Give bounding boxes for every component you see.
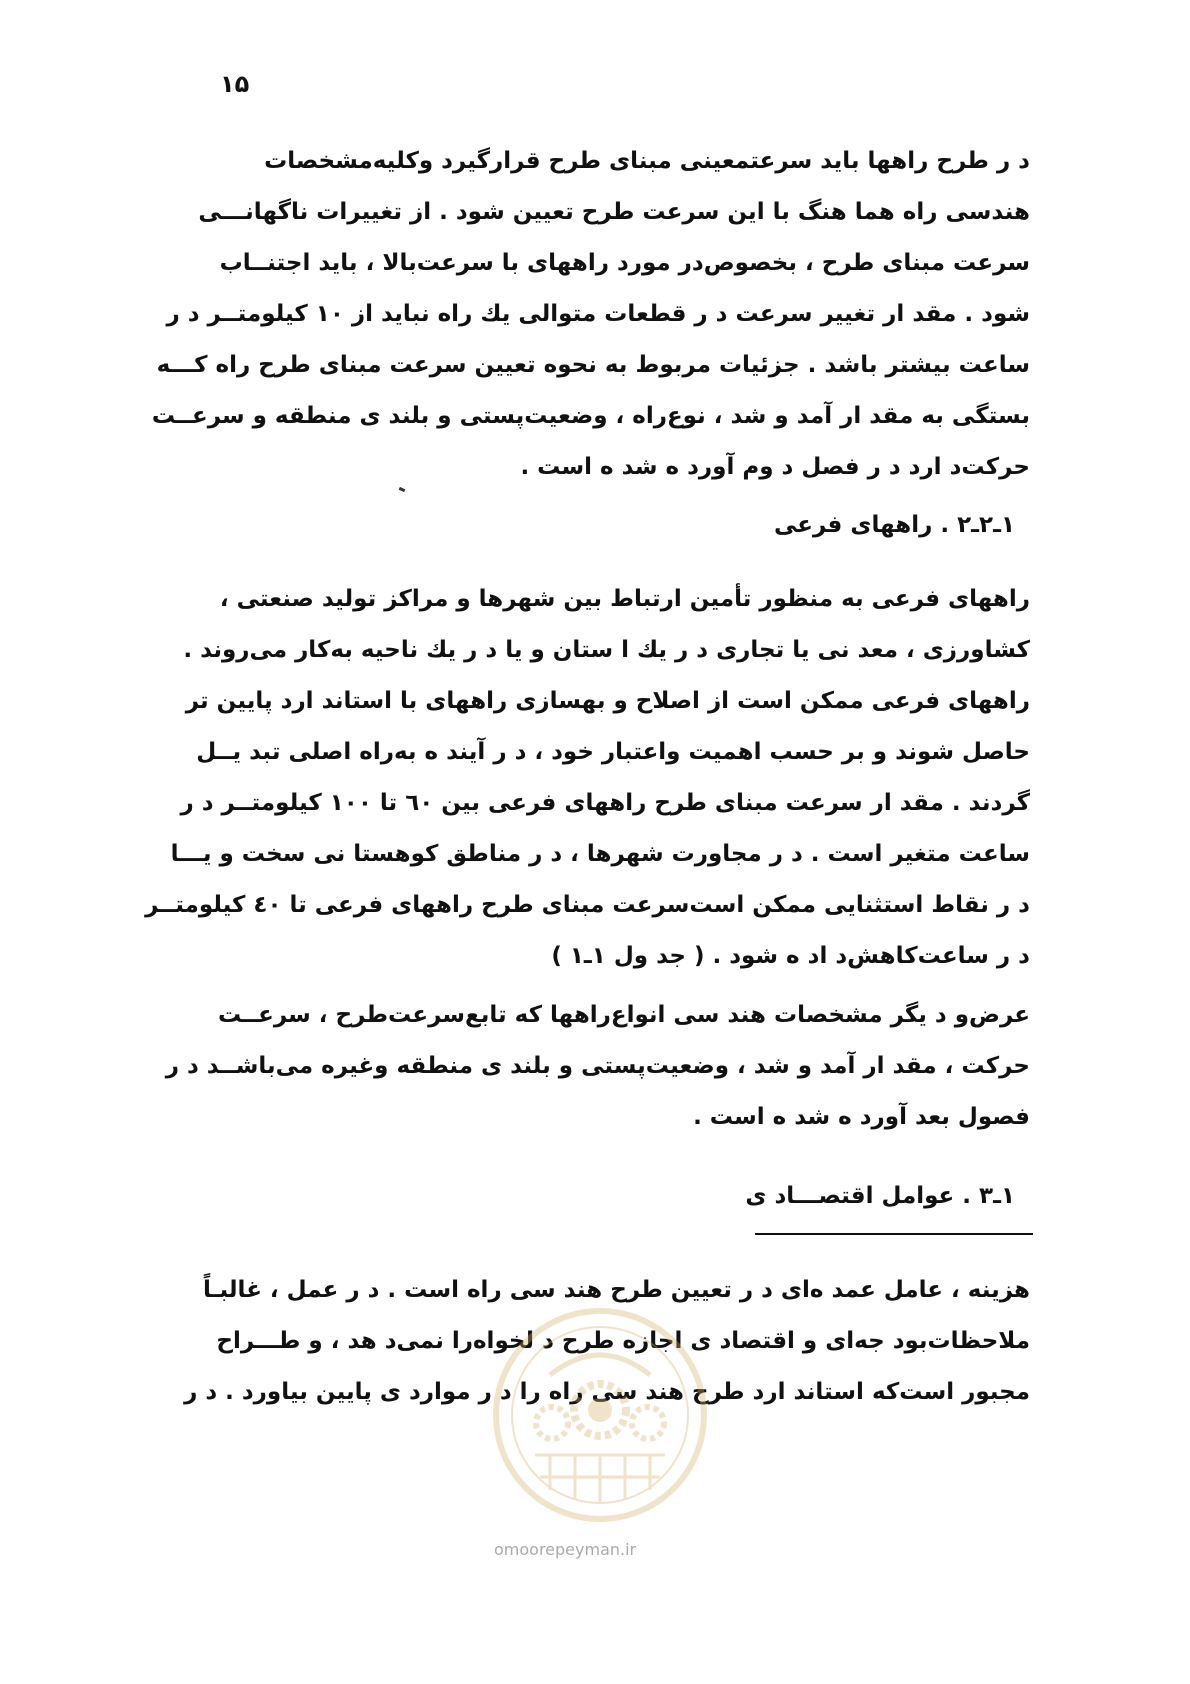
text-line: سرعت مبنای طرح ، بخصوص‌در مورد راههای با سرعت‌بالا ، باید اجتنــاب [219,250,1030,276]
paragraph-design-speed [151,136,1030,493]
watermark-site: omoorepeyman.ir [494,1540,637,1559]
page-number: ۱۵ [220,70,250,98]
text-line: د ر نقاط استثنایی ممکن است‌سرعت مبنای طرح راههای فرعی تا ٤٠ کیلومتــر [145,892,1030,918]
text-line: حاصل شوند و بر حسب اهمیت واعتبار خود ، د ر آیند ه به‌راه اصلی تبد یــل [196,739,1030,765]
text-line: ساعت متغیر است . د ر مجاورت شهرها ، د ر مناطق کوهستا نی سخت و یـــا [170,841,1030,867]
text-line: راههای فرعی به منظور تأمین ارتباط بین شهرها و مراکز تولید صنعتی ، [219,586,1030,612]
text-line: د ر طرح راهها باید سرعتمعینی مبنای طرح قرارگیرد وکلیه‌مشخصات [264,148,1030,174]
text-line: ساعت بیشتر باشد . جزئیات مربوط به نحوه تعیین سرعت مبنای طرح راه کـــه [156,352,1030,378]
watermark-seal-icon [490,1305,710,1525]
paragraph-secondary-roads [145,574,1030,982]
text-line: حرکت‌د ارد د ر فصل د وم آورد ه شد ه است . [520,454,1030,480]
text-line: ملاحظات‌بود جه‌ای و اقتصاد ی اجازه طرح د لخواه‌را نمی‌د هد ، و طـــراح [216,1328,1030,1354]
paragraph-geometric-specs [165,990,1030,1143]
text-line: هزینه ، عامل عمد ه‌ای د ر تعیین طرح هند سی راه است . د ر عمل ، غالبـاً [203,1277,1030,1303]
text-line: مجبور است‌که استاند ارد طرح هند سی راه را د ر موارد ی پایین بیاورد . د ر [184,1379,1030,1405]
text-line: فصول بعد آورد ه شد ه است . [693,1104,1030,1130]
text-line: عرض‌و د یگر مشخصات هند سی انواع‌راهها که تابع‌سرعت‌طرح ، سرعــت [218,1002,1030,1028]
text-line: گردند . مقد ار سرعت مبنای طرح راههای فرعی بین ٦٠ تا ١٠٠ کیلومتــر د ر [180,790,1030,816]
text-line: د ر ساعت‌کاهش‌د اد ه شود . ( جد ول ۱ـ۱ ) [551,943,1030,969]
text-line: شود . مقد ار تغییر سرعت د ر قطعات متوالی یك راه نباید از ۱۰ کیلومتــر د ر [166,301,1030,327]
text-line: بستگی به مقد ار آمد و شد ، نوع‌راه ، وضعیت‌پستی و بلند ی منطقه و سرعــت [151,403,1030,429]
text-line: راههای فرعی ممکن است از اصلاح و بهسازی راههای با استاند ارد پایین تر [185,688,1030,714]
text-line: کشاورزی ، معد نی یا تجاری د ر یك ا ستان و یا د ر یك ناحیه به‌کار می‌روند . [183,637,1030,663]
section-heading-economic-factors: ۱ـ۳ . عوامل اقتصـــاد ی [745,1183,1015,1209]
heading-underline [755,1233,1033,1235]
text-line: حرکت ، مقد ار آمد و شد ، وضعیت‌پستی و بلند ی منطقه وغیره می‌باشــد د ر [165,1053,1030,1079]
section-heading-secondary-roads: ۱ـ۲ـ۲ . راههای فرعی [774,512,1015,538]
text-line: هندسی راه هما هنگ با این سرعت طرح تعیین شود . از تغییرات ناگهانـــی [198,199,1030,225]
